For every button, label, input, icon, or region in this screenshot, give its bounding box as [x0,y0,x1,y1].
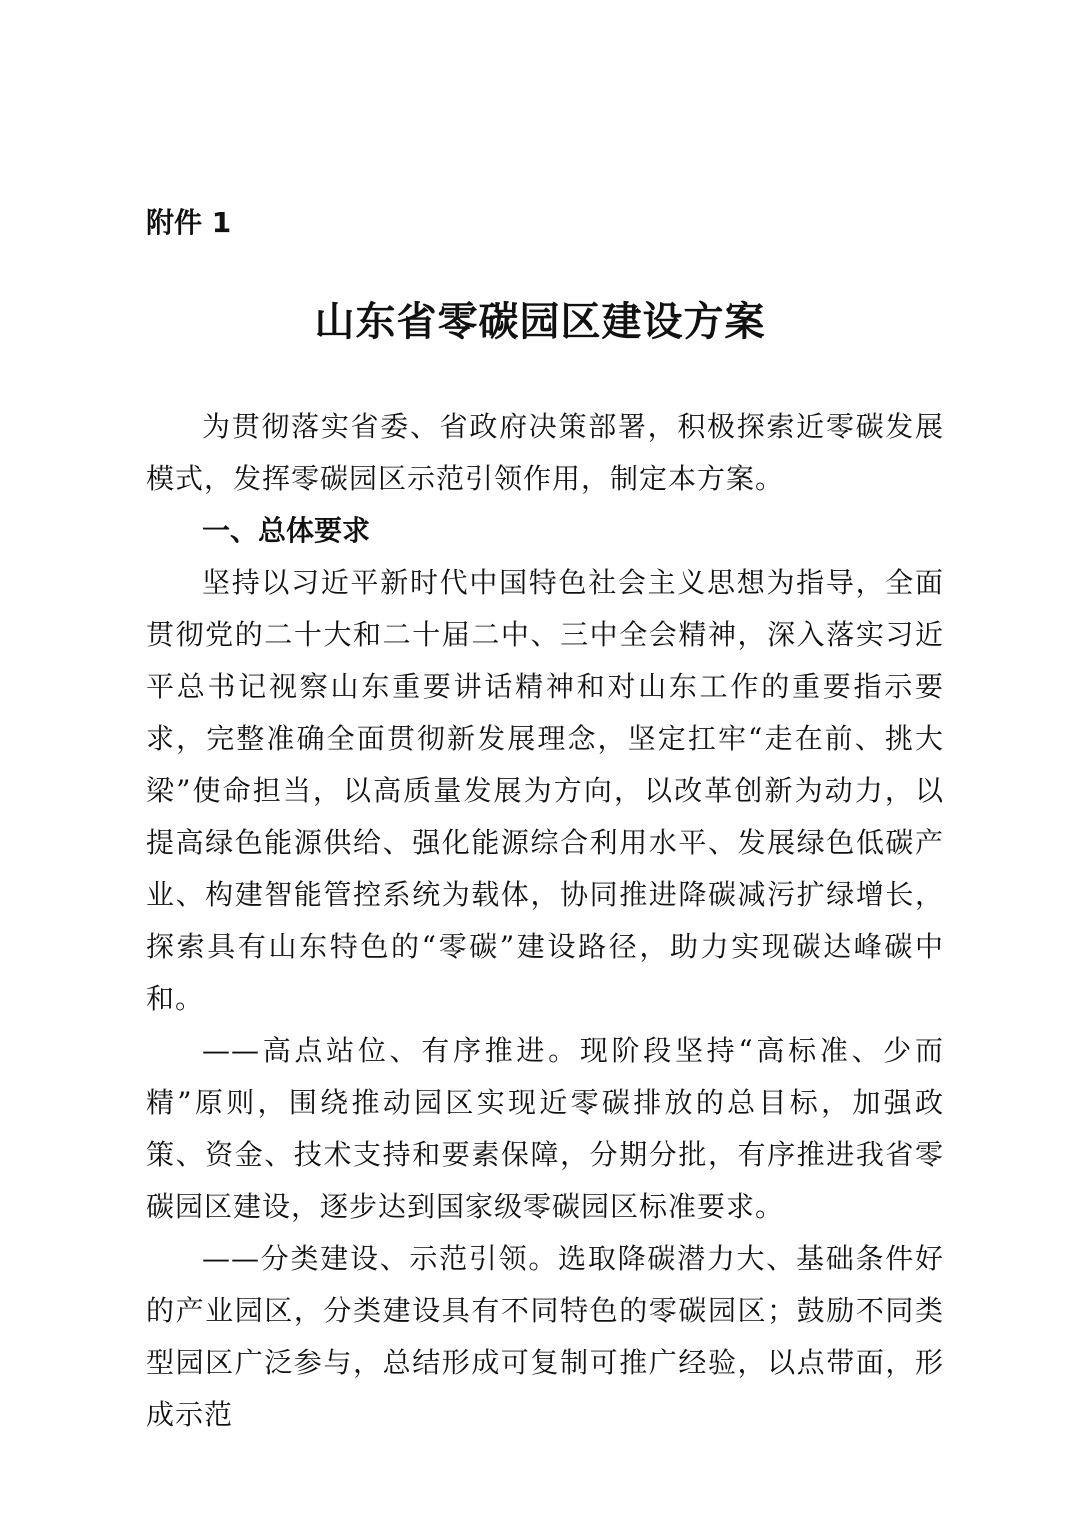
principle-paragraph-1: ——高点站位、有序推进。现阶段坚持“高标准、少而精”原则，围绕推动园区实现近零碳排放的总目标，加强政策、资金、技术支持和要素保障，分期分批，有序推进我省零碳园区建设，逐步达到国家级零碳园区标准要求。 [146,1034,944,1223]
section-heading: 一、总体要求 [202,514,371,547]
document-title: 山东省零碳园区建设方案 [314,298,766,345]
principle-paragraph-2: ——分类建设、示范引领。选取降碳潜力大、基础条件好的产业园区，分类建设具有不同特色的零碳园区；鼓励不同类型园区广泛参与，总结形成可复制可推广经验，以点带面，形成示范 [146,1242,944,1431]
attachment-label: 附件 1 [146,206,232,239]
document-body [146,401,944,1441]
intro-paragraph: 为贯彻落实省委、省政府决策部署，积极探索近零碳发展模式，发挥零碳园区示范引领作用，制定本方案。 [146,410,944,495]
guiding-paragraph: 坚持以习近平新时代中国特色社会主义思想为指导，全面贯彻党的二十大和二十届二中、三中全会精神，深入落实习近平总书记视察山东重要讲话精神和对山东工作的重要指示要求，完整准确全面贯彻新发展理念，坚定扛牢“走在前、挑大梁”使命担当，以高质量发展为方向，以改革创新为动力，以提高绿色能源供给、强化能源综合利用水平、发展绿色低碳产业、构建智能管控系统为载体，协同推进降碳减污扩绿增长，探索具有山东特色的“零碳”建设路径，助力实现碳达峰碳中和。 [146,566,944,1015]
